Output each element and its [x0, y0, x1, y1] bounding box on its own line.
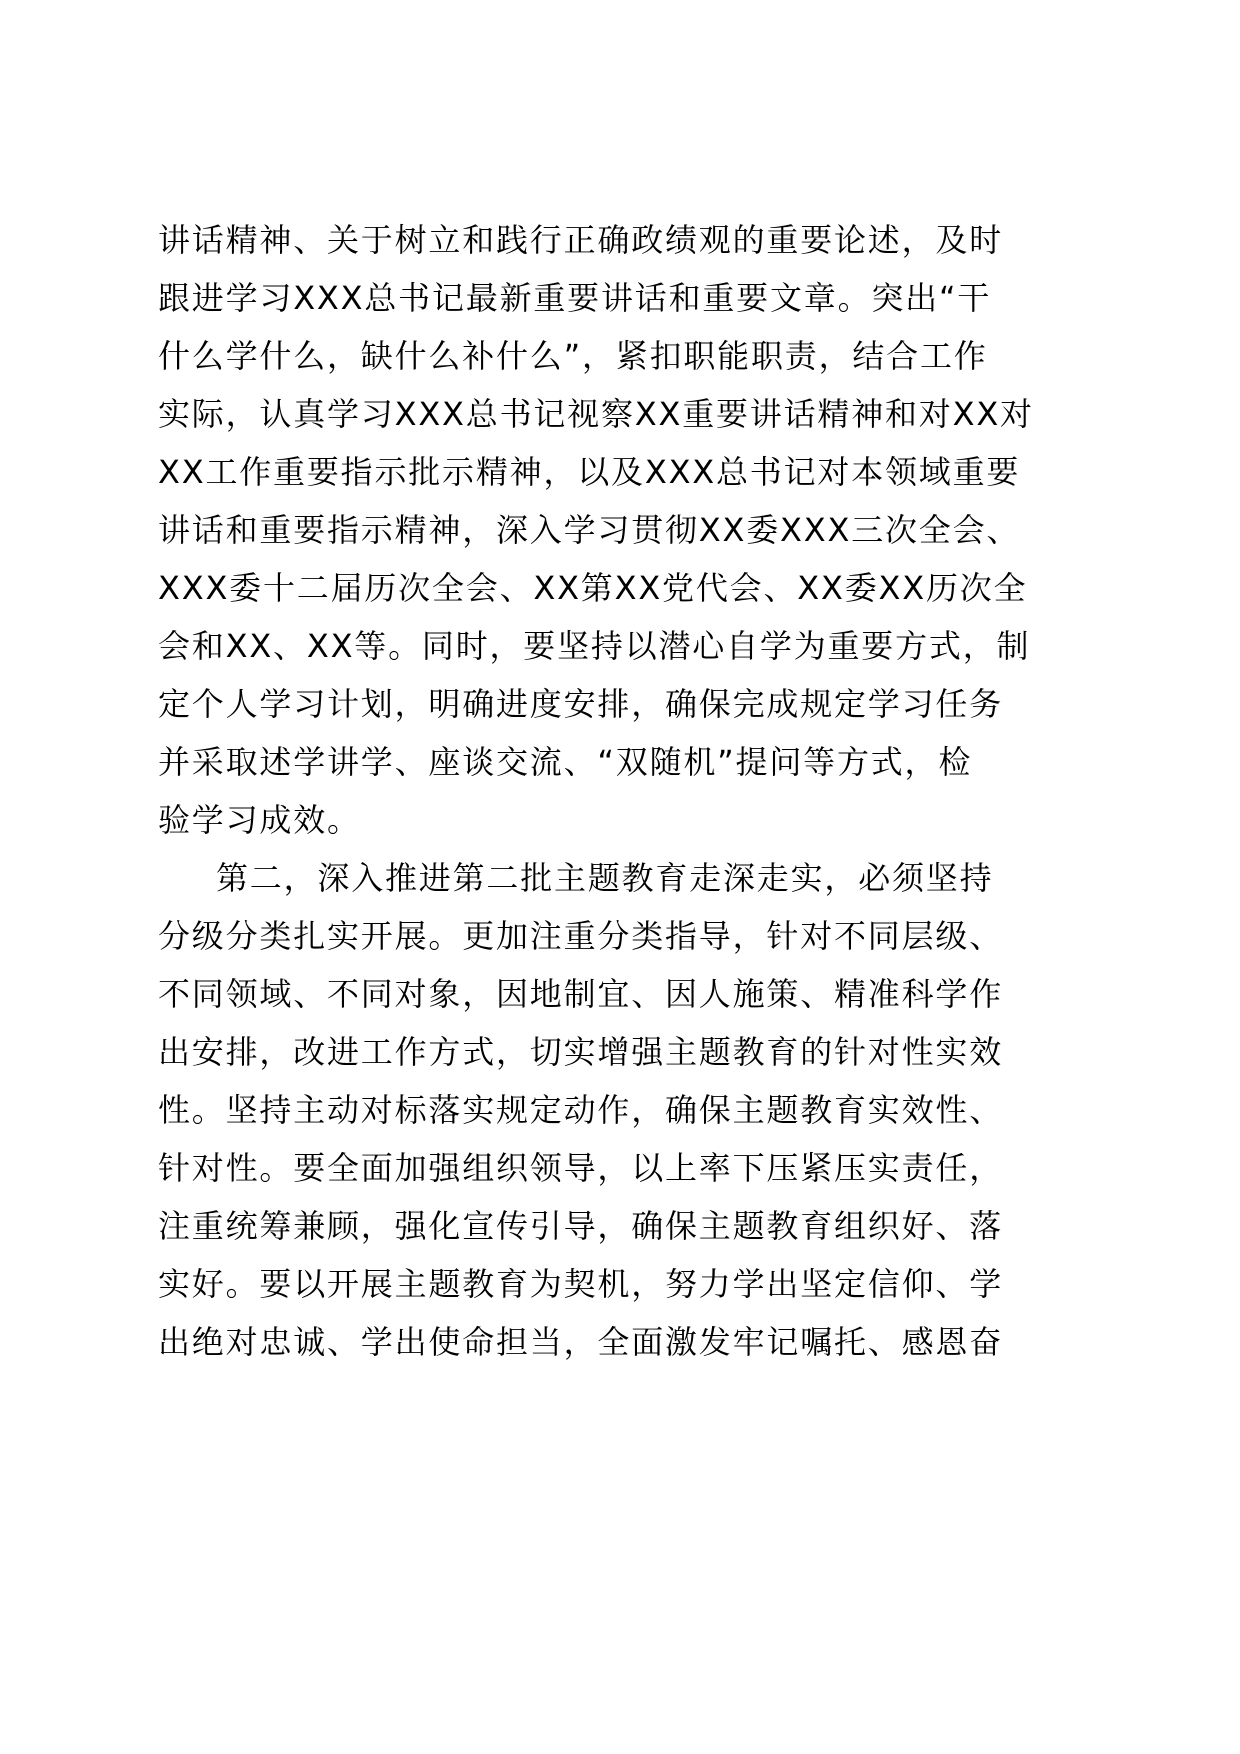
text-line: 会和XX、XX等。同时，要坚持以潜心自学为重要方式，制 — [158, 627, 1031, 665]
text-line: 定个人学习计划，明确进度安排，确保完成规定学习任务 — [158, 685, 1004, 723]
text-line: XXX委十二届历次全会、XX第XX党代会、XX委XX历次全 — [158, 569, 1028, 607]
text-line: 不同领域、不同对象，因地制宜、因人施策、精准科学作 — [158, 975, 1004, 1013]
text-line: 注重统筹兼顾，强化宣传引导，确保主题教育组织好、落 — [158, 1207, 1004, 1245]
text-line: 实好。要以开展主题教育为契机，努力学出坚定信仰、学 — [158, 1265, 1004, 1303]
text-line: 什么学什么，缺什么补什么”，紧扣职能职责，结合工作 — [158, 337, 988, 375]
text-line: 分级分类扎实开展。更加注重分类指导，针对不同层级、 — [158, 917, 1004, 955]
text-line: 跟进学习XXX总书记最新重要讲话和重要文章。突出“干 — [158, 279, 992, 317]
text-line: 性。坚持主动对标落实规定动作，确保主题教育实效性、 — [158, 1091, 1004, 1129]
text-line: XX工作重要指示批示精神，以及XXX总书记对本领域重要 — [158, 453, 1021, 491]
paragraph-1 — [158, 211, 1034, 849]
text-line: 出安排，改进工作方式，切实增强主题教育的针对性实效 — [158, 1033, 1004, 1071]
text-line: 出绝对忠诚、学出使命担当，全面激发牢记嘱托、感恩奋 — [158, 1323, 1004, 1361]
text-line: 并采取述学讲学、座谈交流、“双随机”提问等方式，检 — [158, 743, 973, 781]
text-line: 针对性。要全面加强组织领导，以上率下压紧压实责任， — [158, 1149, 1004, 1187]
text-line: 讲话精神、关于树立和践行正确政绩观的重要论述，及时 — [158, 221, 1004, 259]
text-line: 第二，深入推进第二批主题教育走深走实，必须坚持 — [216, 859, 994, 897]
text-line: 讲话和重要指示精神，深入学习贯彻XX委XXX三次全会、 — [158, 511, 1021, 549]
paragraph-2 — [158, 849, 1018, 1371]
text-line: 验学习成效。 — [158, 801, 361, 839]
text-line: 实际，认真学习XXX总书记视察XX重要讲话精神和对XX对 — [158, 395, 1034, 433]
document-body — [158, 211, 1034, 1371]
